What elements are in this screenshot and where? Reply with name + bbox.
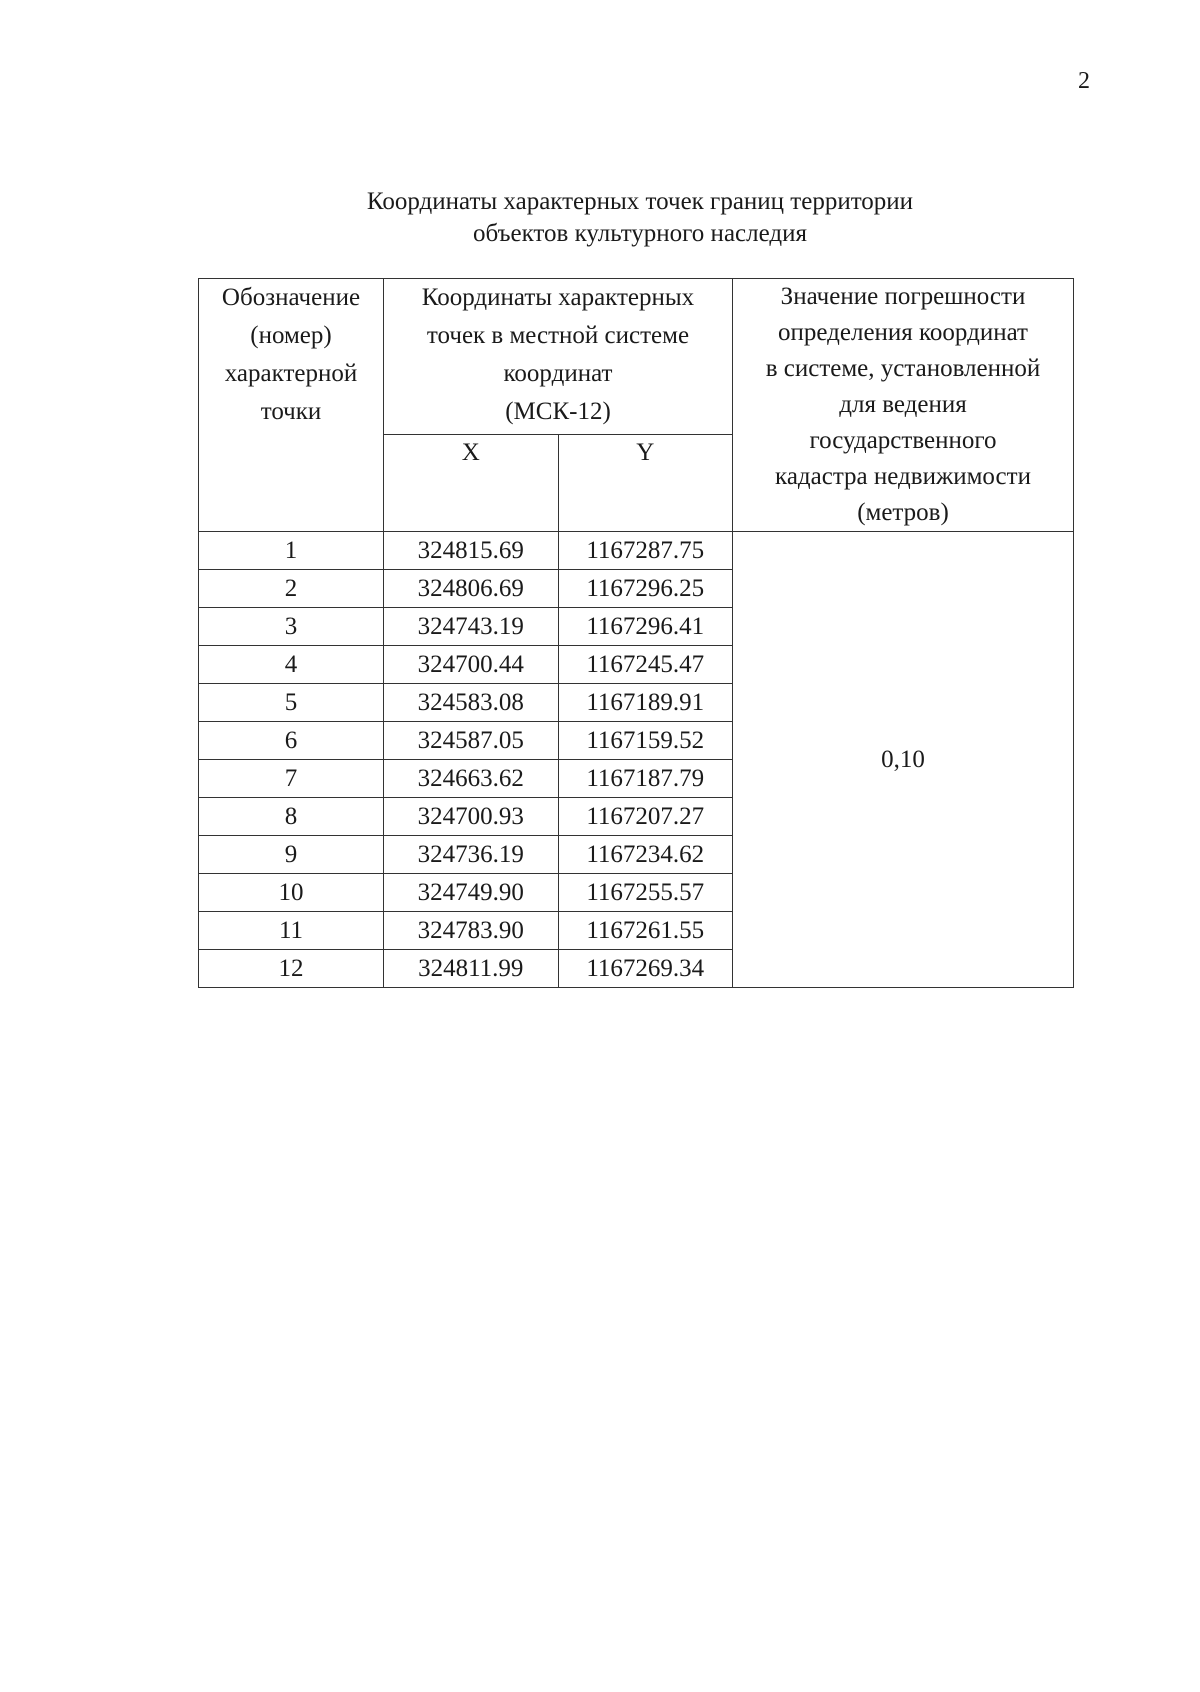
header-coords-line: (МСК-12) (505, 398, 611, 425)
x-cell: 324811.99 (384, 950, 559, 988)
y-cell: 1167234.62 (558, 836, 733, 874)
point-cell: 5 (199, 684, 384, 722)
x-cell: 324700.44 (384, 646, 559, 684)
header-coords-line: координат (503, 360, 613, 387)
y-cell: 1167287.75 (558, 532, 733, 570)
point-cell: 8 (199, 798, 384, 836)
header-x: X (384, 434, 559, 531)
header-error-value (733, 279, 1074, 532)
point-cell: 2 (199, 570, 384, 608)
header-coordinates (384, 279, 733, 435)
point-cell: 9 (199, 836, 384, 874)
page-number: 2 (1078, 68, 1090, 94)
header-point-line: характерной (224, 360, 358, 387)
title-line-1: Координаты характерных точек границ территории (366, 188, 914, 215)
header-error-line: (метров) (857, 499, 949, 526)
header-coords-line: Координаты характерных (421, 284, 695, 311)
x-cell: 324783.90 (384, 912, 559, 950)
header-error-line: для ведения (839, 391, 967, 418)
y-cell: 1167207.27 (558, 798, 733, 836)
header-error-line: кадастра недвижимости (775, 463, 1031, 490)
point-cell: 4 (199, 646, 384, 684)
x-cell: 324700.93 (384, 798, 559, 836)
y-cell: 1167187.79 (558, 760, 733, 798)
header-error-line: государственного (809, 427, 997, 454)
header-error-line: Значение погрешности (780, 283, 1026, 310)
y-cell: 1167245.47 (558, 646, 733, 684)
header-y: Y (558, 434, 733, 531)
y-cell: 1167296.25 (558, 570, 733, 608)
header-error-line: определения координат (778, 319, 1028, 346)
header-coords-line: точек в местной системе (426, 322, 690, 349)
x-cell: 324806.69 (384, 570, 559, 608)
coordinates-table (198, 278, 1074, 988)
y-cell: 1167261.55 (558, 912, 733, 950)
table-row (199, 532, 1074, 570)
y-cell: 1167159.52 (558, 722, 733, 760)
point-cell: 11 (199, 912, 384, 950)
x-cell: 324663.62 (384, 760, 559, 798)
point-cell: 6 (199, 722, 384, 760)
point-cell: 3 (199, 608, 384, 646)
point-cell: 7 (199, 760, 384, 798)
x-cell: 324749.90 (384, 874, 559, 912)
point-cell: 10 (199, 874, 384, 912)
y-cell: 1167269.34 (558, 950, 733, 988)
y-cell: 1167255.57 (558, 874, 733, 912)
title-line-2: объектов культурного наследия (473, 220, 807, 247)
header-point-line: точки (260, 398, 322, 425)
y-cell: 1167296.41 (558, 608, 733, 646)
point-cell: 12 (199, 950, 384, 988)
x-cell: 324587.05 (384, 722, 559, 760)
x-cell: 324815.69 (384, 532, 559, 570)
header-point-designation (199, 279, 384, 532)
x-cell: 324736.19 (384, 836, 559, 874)
error-value-cell: 0,10 (733, 532, 1074, 988)
header-point-line: Обозначение (221, 284, 361, 311)
document-title (200, 186, 1080, 250)
header-error-line: в системе, установленной (765, 355, 1041, 382)
x-cell: 324743.19 (384, 608, 559, 646)
x-cell: 324583.08 (384, 684, 559, 722)
point-cell: 1 (199, 532, 384, 570)
header-point-line: (номер) (250, 322, 332, 349)
y-cell: 1167189.91 (558, 684, 733, 722)
